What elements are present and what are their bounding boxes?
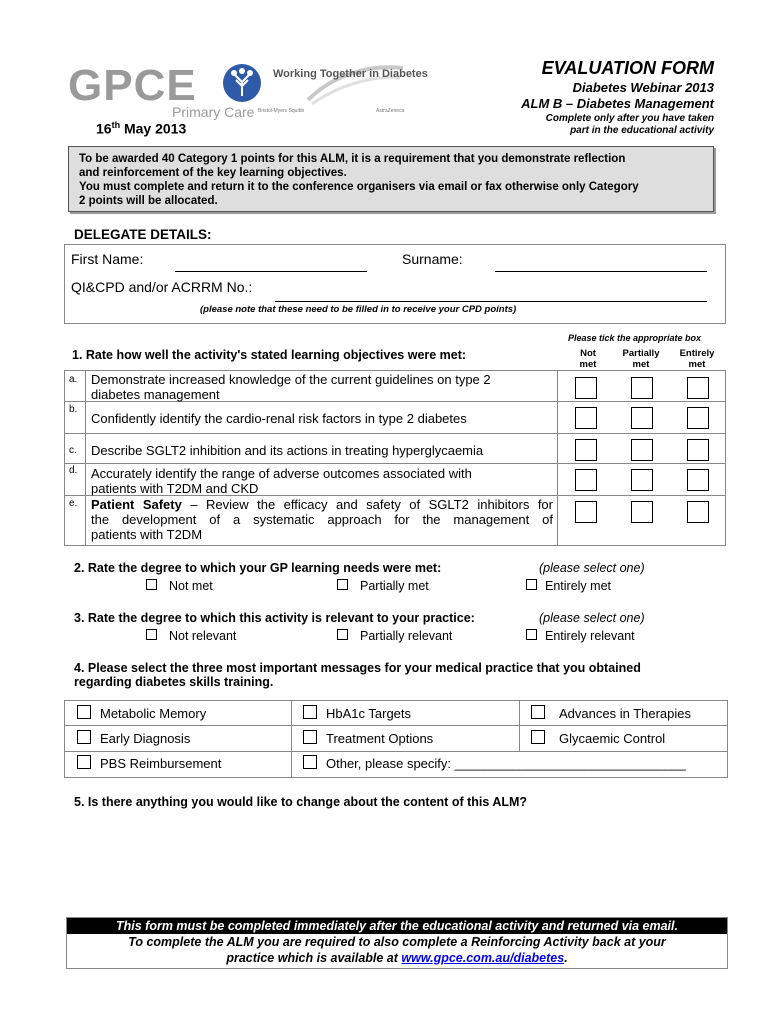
checkbox-icon[interactable] — [146, 629, 157, 640]
surname-field[interactable] — [495, 271, 707, 272]
row-letter: e. — [69, 498, 78, 509]
cpd-note: (please note that these need to be filled in to receive your CPD points) — [200, 304, 517, 315]
q1d-partially-met-checkbox[interactable] — [631, 469, 653, 491]
q1a-entirely-met-checkbox[interactable] — [687, 377, 709, 399]
q1a-not-met-checkbox[interactable] — [575, 377, 597, 399]
q3-option-entirely-relevant[interactable]: Entirely relevant — [526, 629, 635, 643]
objective-b: Confidently identify the cardio-renal risk factors in type 2 diabetes — [91, 411, 467, 426]
objective-a: Demonstrate increased knowledge of the current guidelines on type 2 diabetes management — [91, 372, 491, 402]
q4-option-glycaemic-control[interactable]: Glycaemic Control — [531, 730, 665, 746]
q3-option-not-relevant[interactable]: Not relevant — [146, 629, 236, 643]
checkbox-icon[interactable] — [337, 629, 348, 640]
tick-note: Please tick the appropriate box — [568, 333, 702, 343]
points-notice: To be awarded 40 Category 1 points for this ALM, it is a requirement that you demonstrate reflection and reinforcement of the key learning objectives. You must complete and return it to the conference organisers via email or fax otherwise only Category 2 points will be allocated. — [68, 146, 714, 212]
complete-note-1: Complete only after you have taken — [545, 113, 714, 124]
checkbox-icon[interactable] — [77, 730, 91, 744]
q2-option-entirely-met[interactable]: Entirely met — [526, 579, 611, 593]
checkbox-icon[interactable] — [531, 730, 545, 744]
q1b-not-met-checkbox[interactable] — [575, 407, 597, 429]
q1c-entirely-met-checkbox[interactable] — [687, 439, 709, 461]
checkbox-icon[interactable] — [77, 755, 91, 769]
delegate-heading: DELEGATE DETAILS: — [74, 227, 212, 242]
sponsor-logo-right: AstraZeneca — [376, 108, 405, 114]
q1c-partially-met-checkbox[interactable] — [631, 439, 653, 461]
checkbox-icon[interactable] — [77, 705, 91, 719]
q3-note: (please select one) — [539, 611, 645, 625]
checkbox-icon[interactable] — [526, 579, 537, 590]
objective-d: Accurately identify the range of adverse outcomes associated with patients with T2DM and CKD — [91, 466, 472, 496]
q1b-entirely-met-checkbox[interactable] — [687, 407, 709, 429]
webinar-title: Diabetes Webinar 2013 — [572, 80, 714, 95]
q1e-not-met-checkbox[interactable] — [575, 501, 597, 523]
checkbox-icon[interactable] — [303, 705, 317, 719]
q1b-partially-met-checkbox[interactable] — [631, 407, 653, 429]
diabetes-link[interactable]: www.gpce.com.au/diabetes — [401, 951, 565, 965]
first-name-field[interactable] — [175, 271, 367, 272]
row-letter: d. — [69, 465, 78, 476]
q2-option-partially-met[interactable]: Partially met — [337, 579, 429, 593]
q1d-entirely-met-checkbox[interactable] — [687, 469, 709, 491]
first-name-label: First Name: — [71, 251, 144, 267]
q5-answer-area[interactable] — [74, 814, 724, 910]
alm-title: ALM B – Diabetes Management — [521, 96, 714, 111]
q4-option-advances-in-therapies[interactable]: Advances in Therapies — [531, 705, 691, 721]
footer-bar: This form must be completed immediately after the educational activity and returned via email. — [67, 918, 727, 934]
row-letter: b. — [69, 404, 78, 415]
q4-option-other-specify[interactable]: Other, please specify: ________________________________ — [303, 755, 686, 771]
logo-text: GPCE — [68, 61, 197, 110]
q4-option-early-diagnosis[interactable]: Early Diagnosis — [77, 730, 190, 746]
objective-e: Patient Safety – Review the efficacy and safety of SGLT2 inhibitors for the development of a systematic approach for the management of patients with T2DM — [91, 497, 553, 542]
col-not-met: Not met — [579, 348, 597, 370]
surname-label: Surname: — [402, 251, 463, 267]
checkbox-icon[interactable] — [337, 579, 348, 590]
q1c-not-met-checkbox[interactable] — [575, 439, 597, 461]
checkbox-icon[interactable] — [303, 730, 317, 744]
q4-table — [64, 700, 728, 778]
footer-box — [66, 917, 728, 969]
tree-icon — [223, 64, 261, 102]
q5-question: 5. Is there anything you would like to change about the content of this ALM? — [74, 795, 528, 809]
q4-option-hba1c-targets[interactable]: HbA1c Targets — [303, 705, 411, 721]
tagline: Working Together in Diabetes — [273, 68, 428, 80]
objective-c: Describe SGLT2 inhibition and its actions in treating hyperglycaemia — [91, 443, 484, 458]
checkbox-icon[interactable] — [303, 755, 317, 769]
footer-line-3: practice which is available at www.gpce.com.au/diabetes. — [226, 951, 568, 965]
footer-line-2: To complete the ALM you are required to also complete a Reinforcing Activity back at your — [128, 935, 666, 949]
logo-subtext: Primary Care — [172, 104, 255, 120]
q3-question: 3. Rate the degree to which this activity is relevant to your practice: — [74, 611, 475, 625]
q4-question: 4. Please select the three most important messages for your medical practice that you obtained regarding diabetes skills training. — [74, 661, 641, 689]
form-title: EVALUATION FORM — [541, 58, 714, 78]
checkbox-icon[interactable] — [146, 579, 157, 590]
qicpd-field[interactable] — [275, 301, 707, 302]
qicpd-label: QI&CPD and/or ACRRM No.: — [71, 279, 253, 295]
q1e-partially-met-checkbox[interactable] — [631, 501, 653, 523]
q1-question: 1. Rate how well the activity's stated learning objectives were met: — [72, 348, 467, 362]
q1-table — [64, 370, 726, 546]
gpce-logo — [68, 60, 428, 124]
q1a-partially-met-checkbox[interactable] — [631, 377, 653, 399]
q1d-not-met-checkbox[interactable] — [575, 469, 597, 491]
event-date: 16th May 2013 — [96, 120, 187, 137]
checkbox-icon[interactable] — [531, 705, 545, 719]
q4-option-pbs-reimbursement[interactable]: PBS Reimbursement — [77, 755, 221, 771]
complete-note-2: part in the educational activity — [570, 125, 714, 136]
sponsor-logo-left: Bristol-Myers Squibb — [258, 108, 305, 114]
checkbox-icon[interactable] — [526, 629, 537, 640]
q2-option-not-met[interactable]: Not met — [146, 579, 213, 593]
q4-option-treatment-options[interactable]: Treatment Options — [303, 730, 433, 746]
row-letter: c. — [69, 445, 77, 456]
q2-note: (please select one) — [539, 561, 645, 575]
col-partially-met: Partially met — [622, 348, 660, 370]
q2-question: 2. Rate the degree to which your GP learning needs were met: — [74, 561, 442, 575]
q3-option-partially-relevant[interactable]: Partially relevant — [337, 629, 452, 643]
row-letter: a. — [69, 374, 78, 385]
q4-option-metabolic-memory[interactable]: Metabolic Memory — [77, 705, 206, 721]
q1e-entirely-met-checkbox[interactable] — [687, 501, 709, 523]
col-entirely-met: Entirely met — [679, 348, 715, 370]
